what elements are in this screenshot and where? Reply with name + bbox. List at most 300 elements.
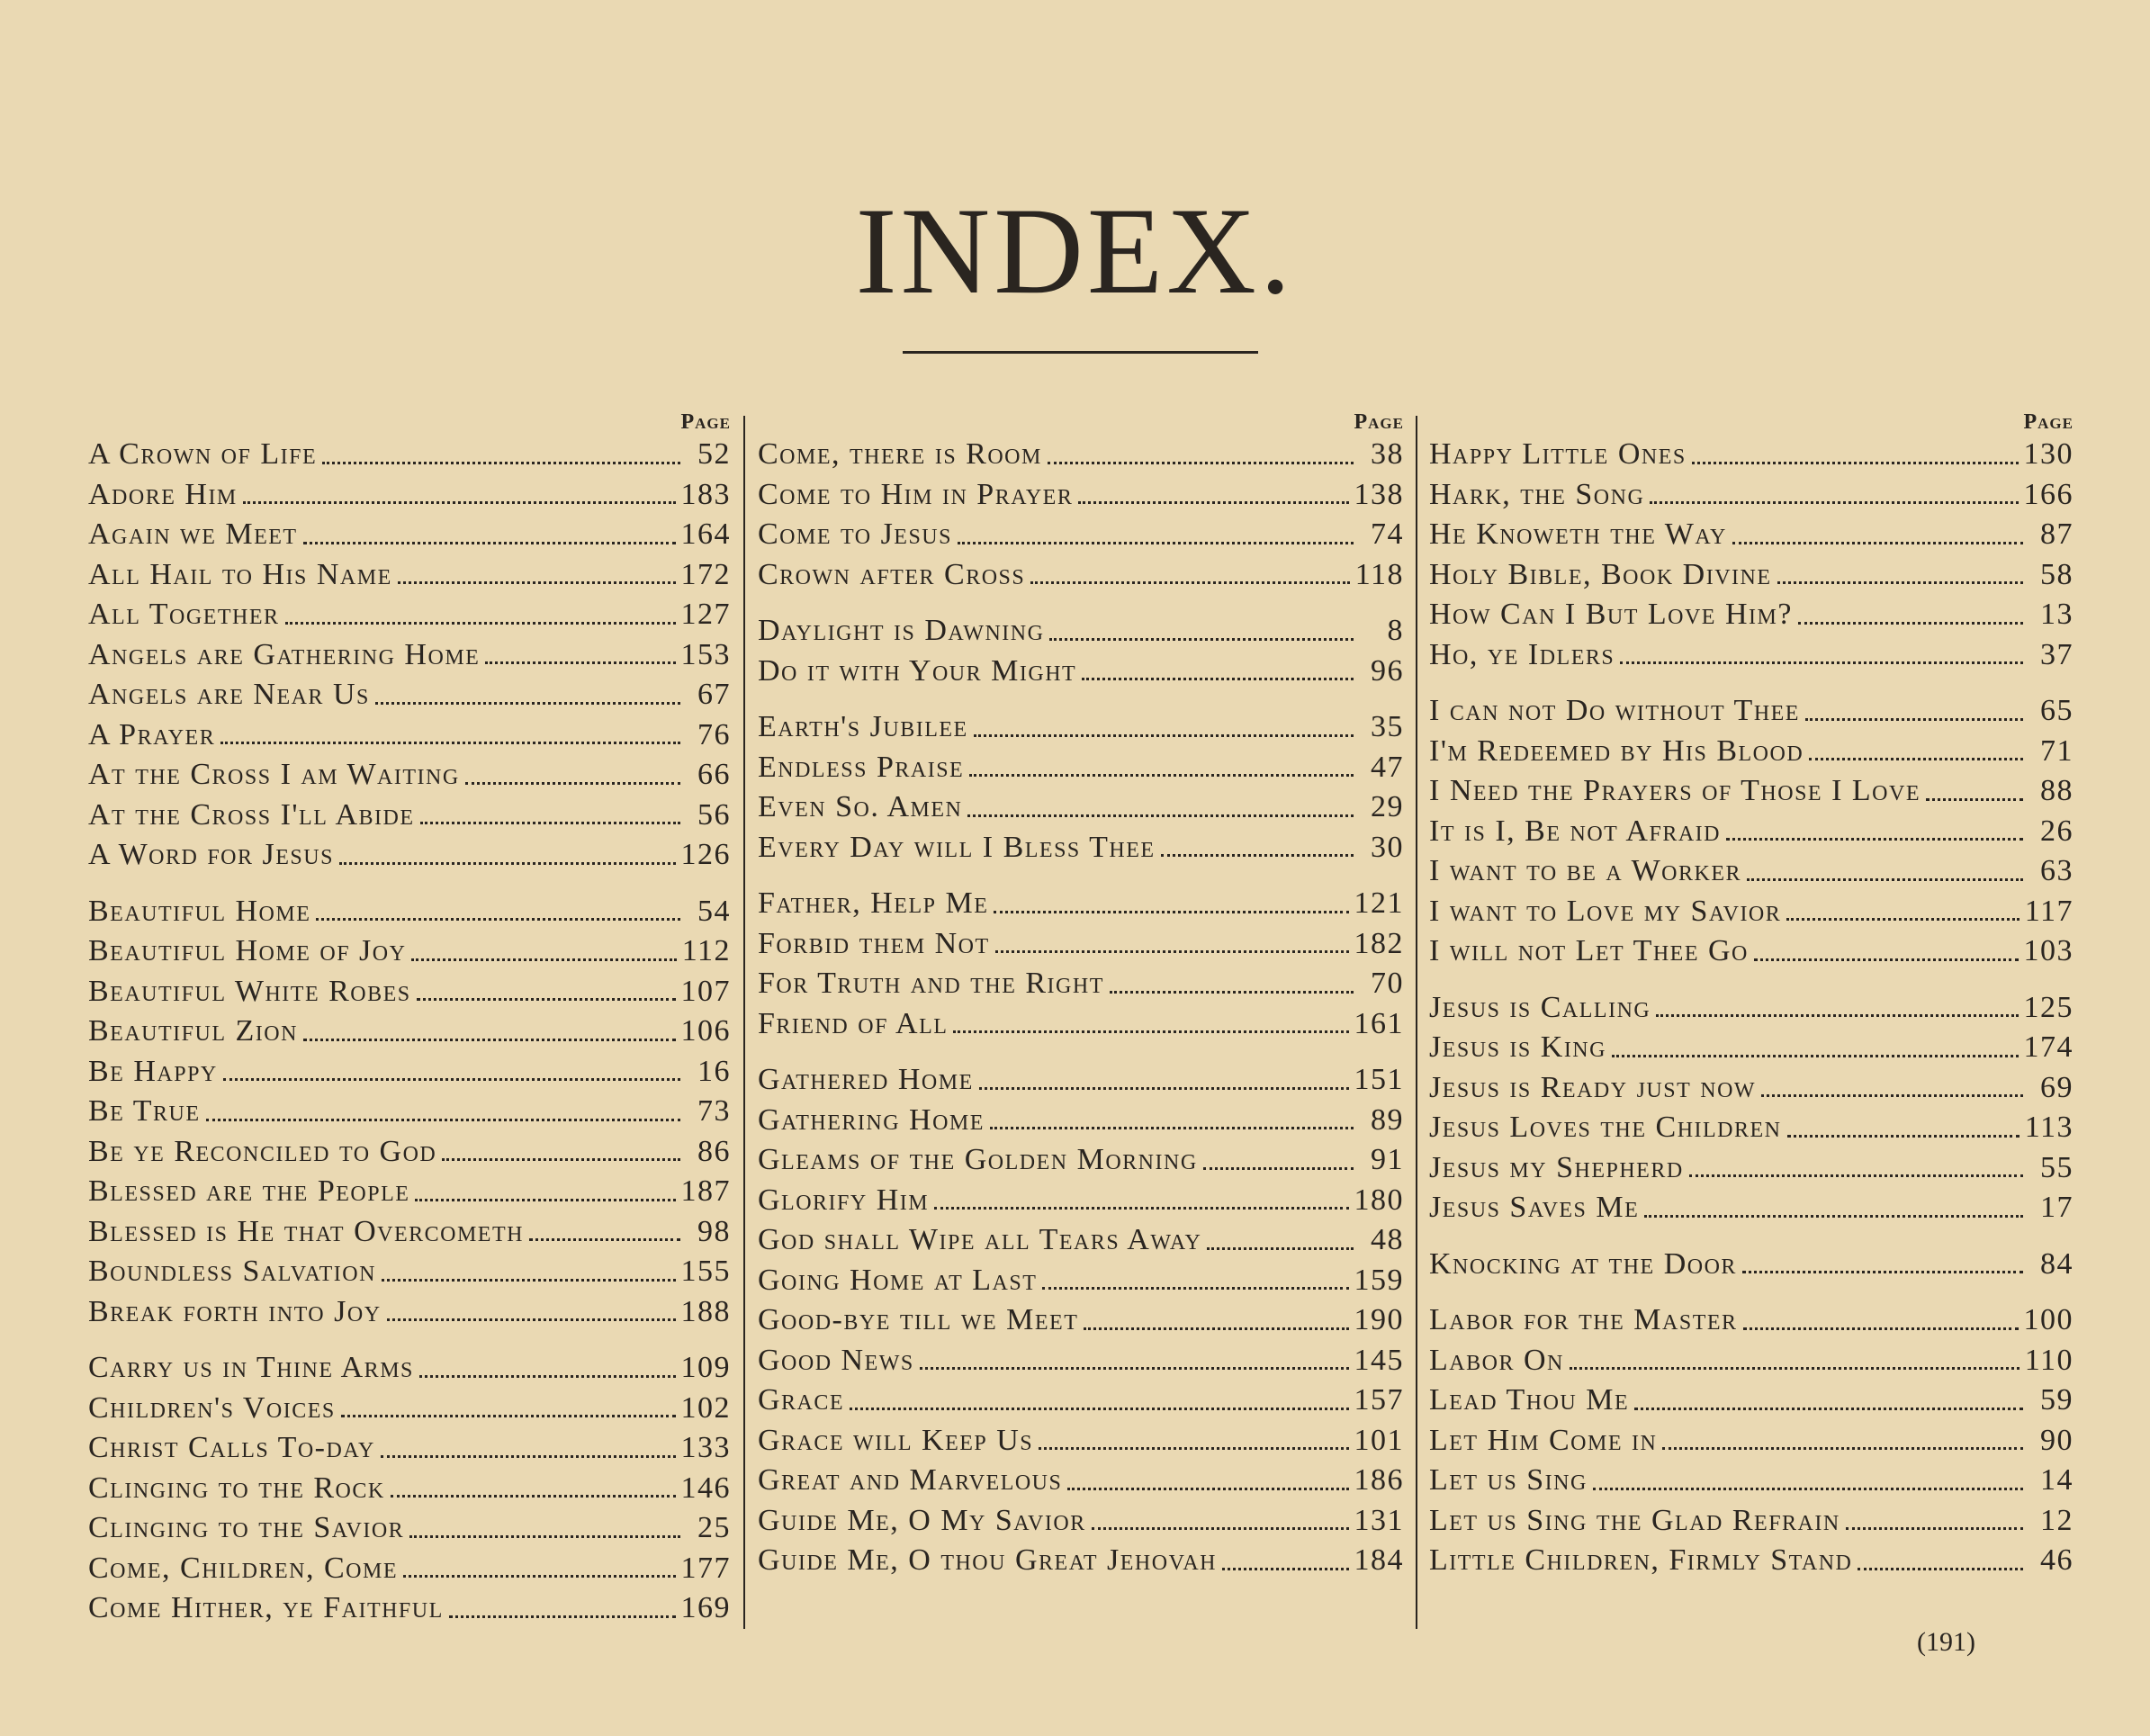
dot-leader: [316, 918, 680, 921]
index-entry: [1429, 1188, 2074, 1228]
dot-leader: [1084, 1327, 1348, 1330]
entry-title: Crown after Cross: [758, 557, 1026, 591]
index-entry: [758, 707, 1404, 748]
entry-page-number: 89: [1371, 1102, 1404, 1137]
index-entry: [758, 555, 1404, 596]
index-entry: [1429, 595, 2074, 635]
index-entry: [88, 1172, 731, 1212]
entry-page-number: 133: [680, 1431, 731, 1464]
index-entry: [1429, 771, 2074, 812]
dot-leader: [1754, 958, 2019, 961]
entry-page-number: 100: [2023, 1303, 2074, 1336]
entry-page-number: 73: [697, 1094, 731, 1128]
index-entry: [88, 892, 731, 932]
entry-page-number: 146: [680, 1471, 731, 1505]
index-column-2: [758, 409, 1404, 1581]
dot-leader: [1798, 622, 2023, 625]
entry-page-number: 86: [697, 1134, 731, 1168]
dot-leader: [398, 581, 676, 584]
entry-title: Endless Praise: [758, 750, 965, 784]
entry-page-number: 145: [1354, 1343, 1404, 1377]
dot-leader: [375, 702, 680, 705]
index-entry: [1429, 515, 2074, 555]
entry-page-number: 38: [1371, 437, 1404, 471]
entry-title: Jesus Saves Me: [1429, 1191, 1640, 1224]
index-entry: [88, 715, 731, 756]
dot-leader: [1203, 1167, 1354, 1170]
index-entry: [758, 475, 1404, 516]
dot-leader: [285, 622, 676, 625]
entry-page-number: 182: [1354, 926, 1404, 960]
dot-leader: [969, 774, 1354, 777]
entry-page-number: 161: [1354, 1006, 1404, 1040]
index-entry: [758, 1541, 1404, 1581]
index-entry: [758, 652, 1404, 692]
entry-title: Gleams of the Golden Morning: [758, 1143, 1198, 1176]
dot-leader: [990, 1127, 1354, 1129]
index-entry: [758, 748, 1404, 788]
entry-page-number: 52: [697, 437, 731, 471]
letter-group-gap: [758, 1044, 1404, 1060]
entry-page-number: 101: [1354, 1423, 1404, 1457]
entry-page-number: 153: [680, 637, 731, 671]
entry-page-number: 30: [1371, 830, 1404, 864]
dot-leader: [1742, 1271, 2023, 1273]
dot-leader: [341, 1415, 676, 1417]
entry-page-number: 91: [1371, 1143, 1404, 1176]
entry-title: How Can I But Love Him?: [1429, 598, 1793, 631]
dot-leader: [420, 822, 680, 824]
dot-leader: [994, 911, 1348, 913]
dot-leader: [303, 1039, 676, 1041]
entry-title: All Hail to His Name: [88, 557, 392, 591]
index-entry: [758, 1220, 1404, 1261]
index-entry: [88, 1292, 731, 1333]
index-entry: [1429, 1501, 2074, 1542]
dot-leader: [1570, 1367, 2020, 1370]
column-divider-1: [743, 416, 745, 1629]
page-column-heading: Page: [680, 410, 731, 434]
index-entry: [1429, 1068, 2074, 1109]
dot-leader: [1787, 1135, 2020, 1138]
dot-leader: [303, 542, 676, 544]
index-entry: [88, 1549, 731, 1589]
dot-leader: [1078, 501, 1348, 504]
dot-leader: [995, 950, 1349, 953]
dot-leader: [382, 1279, 676, 1282]
letter-group-gap: [88, 876, 731, 892]
entry-title: Every Day will I Bless Thee: [758, 830, 1156, 864]
dot-leader: [529, 1238, 680, 1241]
dot-leader: [958, 542, 1354, 544]
entry-page-number: 25: [697, 1511, 731, 1544]
dot-leader: [322, 462, 680, 464]
dot-leader: [1786, 918, 2019, 921]
page-column-heading: Page: [2023, 410, 2074, 434]
dot-leader: [442, 1158, 680, 1161]
entry-title: Blessed are the People: [88, 1174, 410, 1208]
dot-leader: [220, 742, 680, 744]
index-entry: [88, 1252, 731, 1292]
entry-page-number: 71: [2040, 733, 2074, 768]
index-entry: [88, 1428, 731, 1469]
entry-page-number: 103: [2023, 934, 2074, 967]
entry-title: Angels are Near Us: [88, 678, 370, 711]
dot-leader: [1656, 1014, 2018, 1017]
index-entry: [1429, 1108, 2074, 1148]
index-column-1: [88, 409, 731, 1629]
dot-leader: [391, 1495, 676, 1498]
entry-page-number: 166: [2023, 477, 2074, 511]
dot-leader: [1747, 878, 2023, 881]
entry-page-number: 12: [2040, 1503, 2074, 1537]
entry-title: Knocking at the Door: [1429, 1246, 1737, 1281]
entry-page-number: 125: [2023, 990, 2074, 1024]
entry-page-number: 84: [2040, 1246, 2074, 1281]
dot-leader: [1777, 581, 2023, 584]
index-entry: [758, 1060, 1404, 1101]
entry-title: Boundless Salvation: [88, 1255, 376, 1288]
entry-page-number: 98: [697, 1214, 731, 1248]
entry-title: Lead Thou Me: [1429, 1383, 1630, 1417]
column-divider-2: [1416, 416, 1417, 1629]
dot-leader: [1039, 1447, 1348, 1450]
entry-title: I Need the Prayers of Those I Love: [1429, 774, 1921, 807]
dot-leader: [1048, 462, 1354, 464]
index-entry: [88, 635, 731, 676]
dot-leader: [1049, 638, 1354, 641]
dot-leader: [974, 734, 1354, 737]
index-entry: [1429, 1381, 2074, 1421]
dot-leader: [1030, 581, 1350, 584]
dot-leader: [1067, 1488, 1348, 1490]
entry-title: Let us Sing: [1429, 1463, 1588, 1497]
index-entry: [1429, 1148, 2074, 1189]
entry-title: Guide Me, O My Savior: [758, 1503, 1086, 1537]
entry-page-number: 76: [697, 717, 731, 751]
index-entry: [758, 1101, 1404, 1141]
entry-title: Clinging to the Rock: [88, 1471, 385, 1505]
dot-leader: [223, 1078, 680, 1081]
dot-leader: [850, 1408, 1348, 1410]
entry-title: Grace: [758, 1383, 845, 1417]
index-entry: [88, 515, 731, 555]
entry-page-number: 63: [2040, 854, 2074, 887]
entry-title: He Knoweth the Way: [1429, 517, 1727, 551]
dot-leader: [1612, 1055, 2019, 1057]
entry-title: Come to Him in Prayer: [758, 477, 1074, 511]
entry-title: Beautiful Home of Joy: [88, 934, 407, 967]
entry-page-number: 117: [2024, 894, 2074, 928]
entry-title: Clinging to the Savior: [88, 1511, 405, 1544]
entry-page-number: 74: [1371, 517, 1404, 551]
index-entry: [88, 1132, 731, 1173]
entry-title: Happy Little Ones: [1429, 437, 1687, 471]
entry-page-number: 59: [2040, 1383, 2074, 1417]
index-entry: [1429, 851, 2074, 892]
entry-page-number: 70: [1371, 967, 1404, 1000]
entry-title: Even So. Amen: [758, 790, 963, 823]
entry-page-number: 155: [680, 1255, 731, 1288]
entry-page-number: 172: [680, 557, 731, 591]
entry-title: Children's Voices: [88, 1390, 336, 1425]
dot-leader: [403, 1575, 675, 1578]
entry-page-number: 96: [1371, 653, 1404, 688]
entry-title: It is I, Be not Afraid: [1429, 814, 1721, 848]
index-entry: [1429, 1541, 2074, 1581]
entry-page-number: 174: [2023, 1030, 2074, 1064]
index-entry: [1429, 931, 2074, 972]
dot-leader: [1809, 758, 2023, 760]
index-entry: [1429, 435, 2074, 475]
entry-page-number: 13: [2040, 598, 2074, 631]
entry-title: Ho, ye Idlers: [1429, 637, 1615, 671]
index-entry: [758, 1261, 1404, 1301]
entry-page-number: 107: [680, 974, 731, 1008]
entry-title: Labor for the Master: [1429, 1303, 1738, 1336]
dot-leader: [1805, 718, 2023, 721]
entry-page-number: 118: [1354, 557, 1404, 591]
entry-page-number: 46: [2040, 1543, 2074, 1577]
entry-title: A Word for Jesus: [88, 838, 334, 871]
entry-title: Adore Him: [88, 477, 238, 511]
entry-page-number: 127: [680, 598, 731, 631]
entry-title: Friend of All: [758, 1006, 949, 1040]
entry-title: All Together: [88, 598, 280, 631]
dot-leader: [1650, 501, 2018, 504]
entry-page-number: 106: [680, 1014, 731, 1048]
entry-title: Great and Marvelous: [758, 1463, 1063, 1497]
entry-page-number: 66: [697, 758, 731, 791]
entry-page-number: 67: [697, 678, 731, 711]
index-entry: [758, 435, 1404, 475]
index-entry: [88, 1508, 731, 1549]
entry-page-number: 177: [680, 1551, 731, 1585]
entry-title: Again we Meet: [88, 517, 298, 551]
entry-page-number: 109: [680, 1351, 731, 1384]
dot-leader: [1692, 462, 2019, 464]
index-entry: [758, 611, 1404, 652]
dot-leader: [1689, 1174, 2023, 1177]
entry-title: A Crown of Life: [88, 437, 318, 471]
entry-title: I want to Love my Savior: [1429, 894, 1782, 928]
entry-page-number: 186: [1354, 1463, 1404, 1497]
dot-leader: [485, 661, 675, 664]
dot-leader: [1161, 854, 1354, 857]
dot-leader: [381, 1455, 676, 1458]
entry-page-number: 121: [1354, 886, 1404, 920]
dot-leader: [1662, 1447, 2023, 1450]
index-entry: [758, 924, 1404, 965]
index-entry: [88, 972, 731, 1012]
entry-page-number: 29: [1371, 790, 1404, 823]
index-entry: [88, 555, 731, 596]
index-entry: [758, 515, 1404, 555]
entry-title: Little Children, Firmly Stand: [1429, 1543, 1853, 1577]
entry-page-number: 37: [2040, 637, 2074, 671]
entry-page-number: 16: [697, 1054, 731, 1088]
dot-leader: [953, 1030, 1348, 1033]
entry-title: Jesus my Shepherd: [1429, 1150, 1684, 1184]
entry-page-number: 8: [1387, 614, 1404, 647]
entry-page-number: 157: [1354, 1383, 1404, 1417]
entry-page-number: 183: [680, 477, 731, 511]
entry-title: I will not Let Thee Go: [1429, 934, 1749, 967]
index-entry: [758, 1341, 1404, 1381]
entry-title: Forbid them Not: [758, 926, 990, 960]
dot-leader: [339, 862, 676, 865]
dot-leader: [419, 1375, 676, 1378]
entry-title: Father, Help Me: [758, 886, 989, 920]
entry-page-number: 151: [1354, 1063, 1404, 1096]
entry-title: Be ye Reconciled to God: [88, 1134, 437, 1168]
entry-page-number: 14: [2040, 1463, 2074, 1497]
entry-title: Come to Jesus: [758, 517, 952, 551]
dot-leader: [1042, 1287, 1348, 1290]
entry-page-number: 131: [1354, 1503, 1404, 1537]
index-entry: [88, 1092, 731, 1132]
index-entry: [1429, 1341, 2074, 1381]
entry-title: Break forth into Joy: [88, 1294, 382, 1328]
entry-page-number: 17: [2040, 1191, 2074, 1224]
entry-title: Glorify Him: [758, 1183, 930, 1217]
index-entry: [758, 1461, 1404, 1501]
entry-title: For Truth and the Right: [758, 967, 1104, 1000]
entry-title: Holy Bible, Book Divine: [1429, 557, 1772, 591]
dot-leader: [415, 1199, 675, 1201]
entry-title: Blessed is He that Overcometh: [88, 1214, 524, 1248]
dot-leader: [387, 1318, 676, 1321]
dot-leader: [920, 1367, 1349, 1370]
entry-page-number: 88: [2040, 774, 2074, 807]
entry-title: Beautiful White Robes: [88, 974, 411, 1008]
index-entry: [88, 675, 731, 715]
index-entry: [1429, 1300, 2074, 1341]
index-entry: [758, 1381, 1404, 1421]
index-entry: [758, 1140, 1404, 1181]
entry-title: Be True: [88, 1094, 201, 1128]
dot-leader: [1110, 991, 1354, 994]
dot-leader: [409, 1535, 680, 1538]
entry-title: Grace will Keep Us: [758, 1423, 1034, 1457]
entry-page-number: 48: [1371, 1223, 1404, 1256]
entry-title: Jesus is Ready just now: [1429, 1070, 1757, 1104]
dot-leader: [1634, 1408, 2023, 1410]
index-entry: [1429, 732, 2074, 772]
entry-title: Good-bye till we Meet: [758, 1303, 1079, 1336]
index-entry: [88, 1052, 731, 1093]
dot-leader: [1593, 1488, 2023, 1490]
dot-leader: [1926, 798, 2023, 801]
entry-title: A Prayer: [88, 717, 216, 751]
index-entry: [88, 1012, 731, 1052]
dot-leader: [1620, 661, 2023, 664]
index-entry: [758, 1181, 1404, 1221]
entry-page-number: 87: [2040, 517, 2074, 551]
index-entry: [88, 435, 731, 475]
entry-page-number: 169: [680, 1591, 731, 1624]
entry-title: Come, Children, Come: [88, 1551, 399, 1585]
index-entry: [1429, 988, 2074, 1029]
letter-group-gap: [758, 691, 1404, 707]
index-entry: [1429, 1461, 2074, 1501]
index-entry: [88, 1348, 731, 1389]
letter-group-gap: [1429, 972, 2074, 988]
letter-group-gap: [1429, 1284, 2074, 1300]
letter-group-gap: [758, 595, 1404, 611]
dot-leader: [1858, 1568, 2023, 1570]
index-entry: [88, 1389, 731, 1429]
dot-leader: [1846, 1527, 2023, 1530]
entry-title: Beautiful Zion: [88, 1014, 298, 1048]
entry-page-number: 126: [680, 838, 731, 871]
dot-leader: [465, 782, 680, 785]
entry-title: Daylight is Dawning: [758, 614, 1045, 647]
entry-title: Going Home at Last: [758, 1263, 1038, 1297]
entry-title: Come Hither, ye Faithful: [88, 1591, 444, 1624]
entry-title: Carry us in Thine Arms: [88, 1351, 414, 1384]
index-entry: [758, 828, 1404, 868]
entry-page-number: 184: [1354, 1543, 1404, 1577]
index-entry: [1429, 812, 2074, 852]
index-column-3: [1429, 409, 2074, 1581]
index-entry: [1429, 1245, 2074, 1285]
index-entry: [1429, 1421, 2074, 1462]
index-entry: [758, 1004, 1404, 1045]
dot-leader: [1743, 1327, 2019, 1330]
entry-page-number: 69: [2040, 1070, 2074, 1104]
entry-page-number: 190: [1354, 1303, 1404, 1336]
dot-leader: [1082, 678, 1354, 680]
index-entry: [88, 475, 731, 516]
entry-page-number: 55: [2040, 1150, 2074, 1184]
entry-title: Guide Me, O thou Great Jehovah: [758, 1543, 1217, 1577]
index-entry: [88, 755, 731, 796]
entry-title: Christ Calls To-day: [88, 1431, 375, 1464]
entry-page-number: 90: [2040, 1423, 2074, 1457]
entry-page-number: 54: [697, 894, 731, 928]
dot-leader: [206, 1119, 681, 1121]
index-entry: [1429, 475, 2074, 516]
entry-title: Beautiful Home: [88, 894, 311, 928]
index-entry: [1429, 1028, 2074, 1068]
index-entry: [88, 1588, 731, 1629]
entry-title: Let Him Come in: [1429, 1423, 1658, 1457]
dot-leader: [449, 1615, 676, 1618]
entry-page-number: 112: [681, 934, 731, 967]
entry-page-number: 138: [1354, 477, 1404, 511]
entry-title: I'm Redeemed by His Blood: [1429, 733, 1804, 768]
index-entry: [88, 1212, 731, 1253]
entry-page-number: 102: [680, 1390, 731, 1425]
letter-group-gap: [758, 868, 1404, 884]
index-entry: [758, 884, 1404, 924]
entry-title: Angels are Gathering Home: [88, 637, 481, 671]
entry-page-number: 56: [697, 797, 731, 832]
dot-leader: [1207, 1247, 1354, 1250]
entry-title: I can not Do without Thee: [1429, 694, 1800, 727]
index-entry: [758, 787, 1404, 828]
index-entry: [88, 1469, 731, 1509]
entry-page-number: 180: [1354, 1183, 1404, 1217]
entry-page-number: 58: [2040, 557, 2074, 591]
entry-title: Good News: [758, 1343, 914, 1377]
index-entry: [88, 931, 731, 972]
dot-leader: [411, 958, 676, 961]
entry-title: Come, there is Room: [758, 437, 1042, 471]
dot-leader: [1732, 542, 2023, 544]
entry-title: Jesus is King: [1429, 1030, 1606, 1064]
